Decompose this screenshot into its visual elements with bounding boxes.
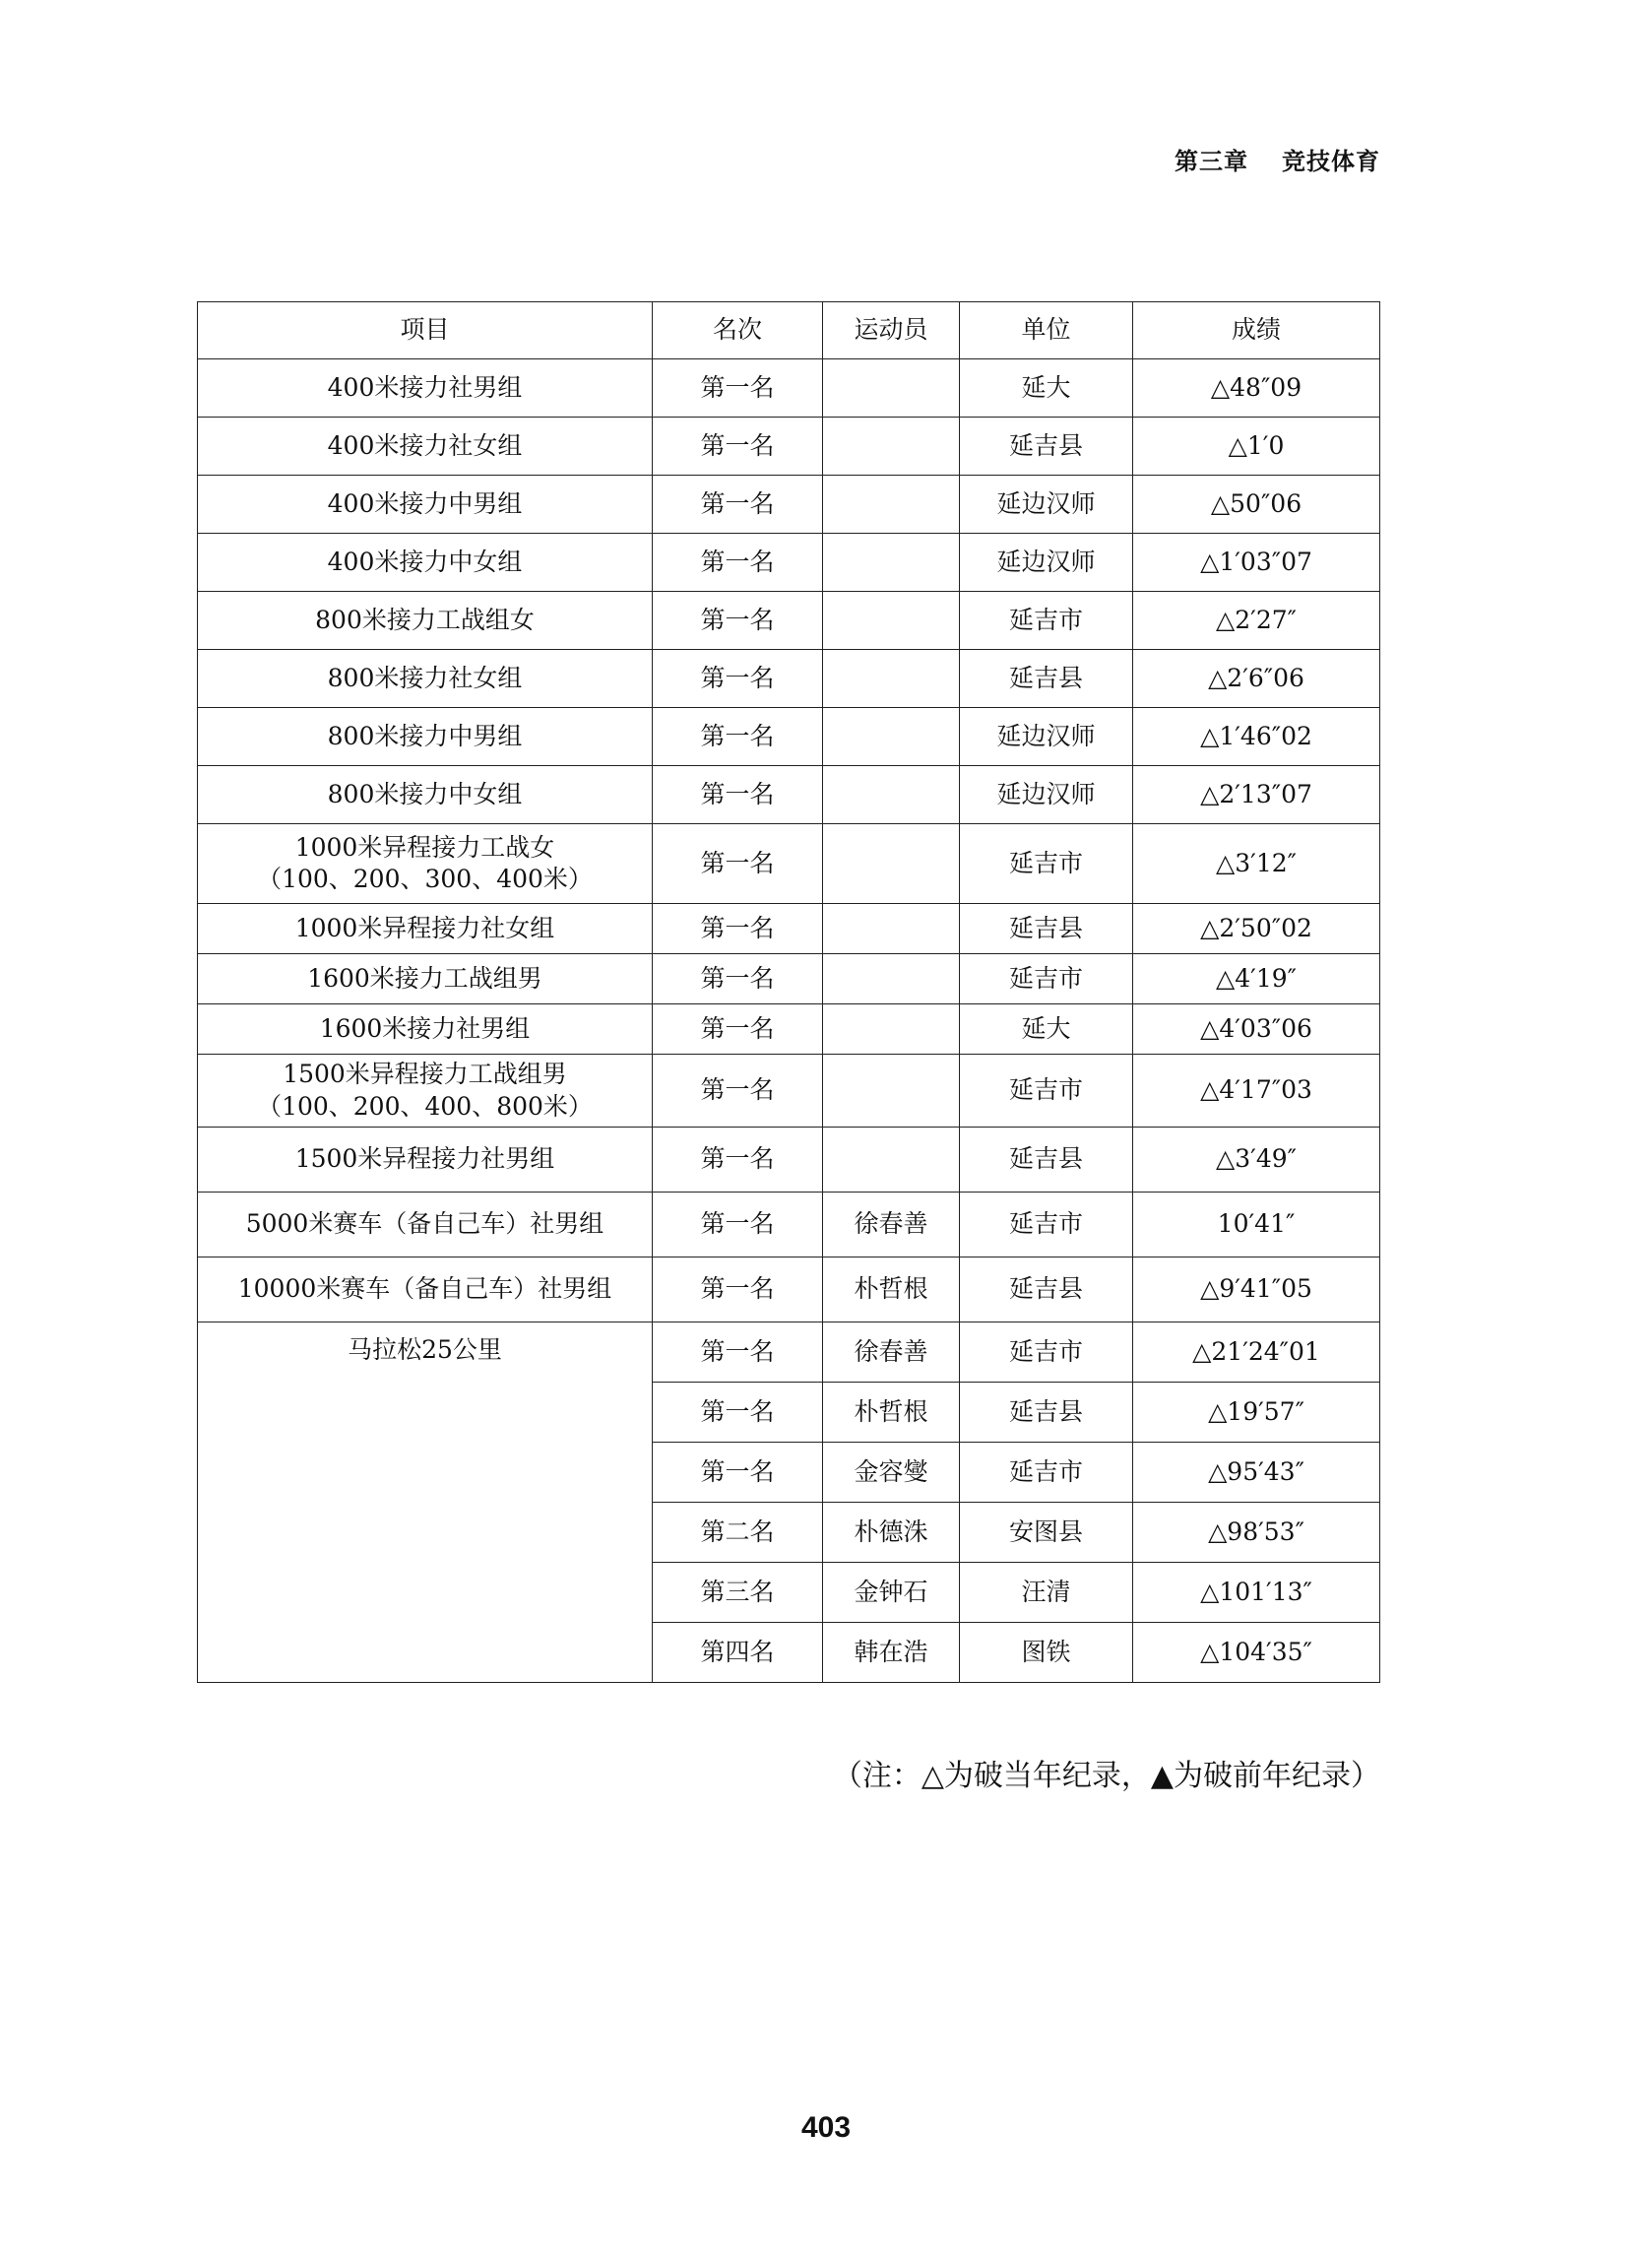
event-name: 1600米接力社男组 [319, 1013, 531, 1043]
athlete-cell: 朴哲根 [823, 1257, 960, 1322]
athlete-cell [823, 359, 960, 418]
event-name: 1500米异程接力工战组男 [283, 1060, 567, 1088]
table-row [198, 1193, 1380, 1257]
event-name: 5000米赛车（备自己车）社男组 [245, 1209, 604, 1239]
header-event: 项目 [198, 302, 653, 359]
rank-cell: 第一名 [653, 1193, 823, 1257]
athlete-cell: 朴哲根 [823, 1383, 960, 1443]
event-cell [198, 824, 653, 904]
table-row [198, 534, 1380, 592]
athlete-cell [823, 476, 960, 534]
event-name: 400米接力社男组 [327, 372, 523, 402]
table-row [198, 708, 1380, 766]
athlete-cell: 朴德洙 [823, 1503, 960, 1563]
rank-cell: 第一名 [653, 1443, 823, 1503]
athlete-cell [823, 418, 960, 476]
rank-cell: 第二名 [653, 1503, 823, 1563]
table-row [198, 418, 1380, 476]
header-unit: 单位 [960, 302, 1133, 359]
athlete-cell: 金钟石 [823, 1563, 960, 1623]
table-row [198, 904, 1380, 954]
table-row [198, 476, 1380, 534]
table-row [198, 954, 1380, 1004]
unit-cell: 延大 [960, 1004, 1133, 1055]
result-cell: △48″09 [1133, 359, 1380, 418]
result-cell: △4′03″06 [1133, 1004, 1380, 1055]
table-row [198, 766, 1380, 824]
athlete-cell [823, 650, 960, 708]
athlete-cell: 韩在浩 [823, 1623, 960, 1683]
result-cell: △2′50″02 [1133, 904, 1380, 954]
table-header-row [198, 302, 1380, 359]
result-cell: △1′03″07 [1133, 534, 1380, 592]
rank-cell: 第一名 [653, 650, 823, 708]
athlete-cell: 徐春善 [823, 1322, 960, 1383]
athlete-cell [823, 1128, 960, 1193]
event-name: 1500米异程接力社男组 [294, 1144, 555, 1174]
rank-cell: 第三名 [653, 1563, 823, 1623]
rank-cell: 第一名 [653, 534, 823, 592]
event-name: 10000米赛车（备自己车）社男组 [237, 1274, 612, 1304]
athlete-cell [823, 824, 960, 904]
rank-cell: 第一名 [653, 418, 823, 476]
event-name: 1000米异程接力社女组 [294, 913, 555, 942]
result-cell: △19′57″ [1133, 1383, 1380, 1443]
event-name: 800米接力社女组 [327, 663, 523, 692]
result-cell: △1′46″02 [1133, 708, 1380, 766]
unit-cell: 延边汉师 [960, 708, 1133, 766]
event-cell [198, 1193, 653, 1257]
athlete-cell: 金容燮 [823, 1443, 960, 1503]
unit-cell: 延边汉师 [960, 476, 1133, 534]
unit-cell: 延吉市 [960, 592, 1133, 650]
rank-cell: 第一名 [653, 824, 823, 904]
rank-cell: 第一名 [653, 1004, 823, 1055]
event-cell [198, 1055, 653, 1128]
event-cell [198, 708, 653, 766]
table-row [198, 1322, 1380, 1383]
event-name: 400米接力社女组 [327, 430, 523, 460]
rank-cell: 第一名 [653, 708, 823, 766]
unit-cell: 延吉市 [960, 824, 1133, 904]
unit-cell: 图铁 [960, 1623, 1133, 1683]
athlete-cell [823, 1004, 960, 1055]
unit-cell: 延吉市 [960, 1193, 1133, 1257]
event-cell [198, 1257, 653, 1322]
table-row [198, 1004, 1380, 1055]
unit-cell: 延吉县 [960, 418, 1133, 476]
event-cell [198, 766, 653, 824]
rank-cell: 第一名 [653, 954, 823, 1004]
result-cell: △9′41″05 [1133, 1257, 1380, 1322]
table-row [198, 359, 1380, 418]
result-cell: △1′0 [1133, 418, 1380, 476]
result-cell: △98′53″ [1133, 1503, 1380, 1563]
rank-cell: 第一名 [653, 1257, 823, 1322]
athlete-cell [823, 534, 960, 592]
rank-cell: 第一名 [653, 1128, 823, 1193]
event-name: 1600米接力工战组男 [307, 963, 542, 993]
rank-cell: 第一名 [653, 904, 823, 954]
result-cell: △3′12″ [1133, 824, 1380, 904]
rank-cell: 第一名 [653, 1055, 823, 1128]
result-cell: △21′24″01 [1133, 1322, 1380, 1383]
table-row [198, 1128, 1380, 1193]
athlete-cell [823, 1055, 960, 1128]
event-name: 400米接力中女组 [327, 547, 523, 576]
event-name: 800米接力中男组 [327, 721, 523, 750]
result-cell: △2′6″06 [1133, 650, 1380, 708]
unit-cell: 延吉市 [960, 1322, 1133, 1383]
event-cell [198, 954, 653, 1004]
unit-cell: 延吉市 [960, 954, 1133, 1004]
rank-cell: 第四名 [653, 1623, 823, 1683]
records-table [197, 301, 1380, 1683]
result-cell: △50″06 [1133, 476, 1380, 534]
unit-cell: 延吉市 [960, 1055, 1133, 1128]
table-row [198, 592, 1380, 650]
unit-cell: 延吉县 [960, 650, 1133, 708]
result-cell: △2′13″07 [1133, 766, 1380, 824]
unit-cell: 延吉县 [960, 904, 1133, 954]
result-cell: △3′49″ [1133, 1128, 1380, 1193]
event-name: 800米接力中女组 [327, 779, 523, 808]
event-cell [198, 904, 653, 954]
result-cell: △2′27″ [1133, 592, 1380, 650]
result-cell: △104′35″ [1133, 1623, 1380, 1683]
result-cell: △4′19″ [1133, 954, 1380, 1004]
event-cell [198, 534, 653, 592]
running-head [1175, 142, 1380, 176]
athlete-cell: 徐春善 [823, 1193, 960, 1257]
table-row [198, 1257, 1380, 1322]
event-detail: （100、200、300、400米） [257, 865, 593, 893]
rank-cell: 第一名 [653, 592, 823, 650]
unit-cell: 延吉市 [960, 1443, 1133, 1503]
event-cell [198, 1128, 653, 1193]
chapter-label: 第三章 [1175, 148, 1248, 175]
rank-cell: 第一名 [653, 766, 823, 824]
event-name: 1000米异程接力工战女 [294, 832, 555, 862]
header-result: 成绩 [1133, 302, 1380, 359]
result-cell: △95′43″ [1133, 1443, 1380, 1503]
page-number: 403 [800, 2111, 852, 2144]
athlete-cell [823, 766, 960, 824]
rank-cell: 第一名 [653, 476, 823, 534]
section-label: 竞技体育 [1282, 148, 1380, 175]
table-row [198, 1055, 1380, 1128]
unit-cell: 延边汉师 [960, 534, 1133, 592]
event-name: 800米接力工战组女 [315, 605, 535, 634]
result-cell: △101′13″ [1133, 1563, 1380, 1623]
athlete-cell [823, 592, 960, 650]
marathon-event-cell: 马拉松25公里 [198, 1322, 653, 1683]
event-cell [198, 359, 653, 418]
unit-cell: 安图县 [960, 1503, 1133, 1563]
rank-cell: 第一名 [653, 1383, 823, 1443]
rank-cell: 第一名 [653, 1322, 823, 1383]
result-cell: 10′41″ [1133, 1193, 1380, 1257]
unit-cell: 延边汉师 [960, 766, 1133, 824]
header-rank: 名次 [653, 302, 823, 359]
event-detail: （100、200、400、800米） [257, 1091, 593, 1121]
unit-cell: 延吉县 [960, 1128, 1133, 1193]
rank-cell: 第一名 [653, 359, 823, 418]
unit-cell: 汪清 [960, 1563, 1133, 1623]
event-cell [198, 476, 653, 534]
footnote: （注：△为破当年纪录，▲为破前年纪录） [832, 1759, 1380, 1793]
table-row [198, 824, 1380, 904]
athlete-cell [823, 954, 960, 1004]
records-body [198, 359, 1380, 1683]
header-athlete: 运动员 [823, 302, 960, 359]
unit-cell: 延大 [960, 359, 1133, 418]
event-cell [198, 418, 653, 476]
athlete-cell [823, 708, 960, 766]
event-name: 400米接力中男组 [327, 488, 523, 518]
event-cell [198, 592, 653, 650]
result-cell: △4′17″03 [1133, 1055, 1380, 1128]
table-row [198, 650, 1380, 708]
event-cell [198, 650, 653, 708]
event-cell [198, 1004, 653, 1055]
unit-cell: 延吉县 [960, 1383, 1133, 1443]
unit-cell: 延吉县 [960, 1257, 1133, 1322]
athlete-cell [823, 904, 960, 954]
